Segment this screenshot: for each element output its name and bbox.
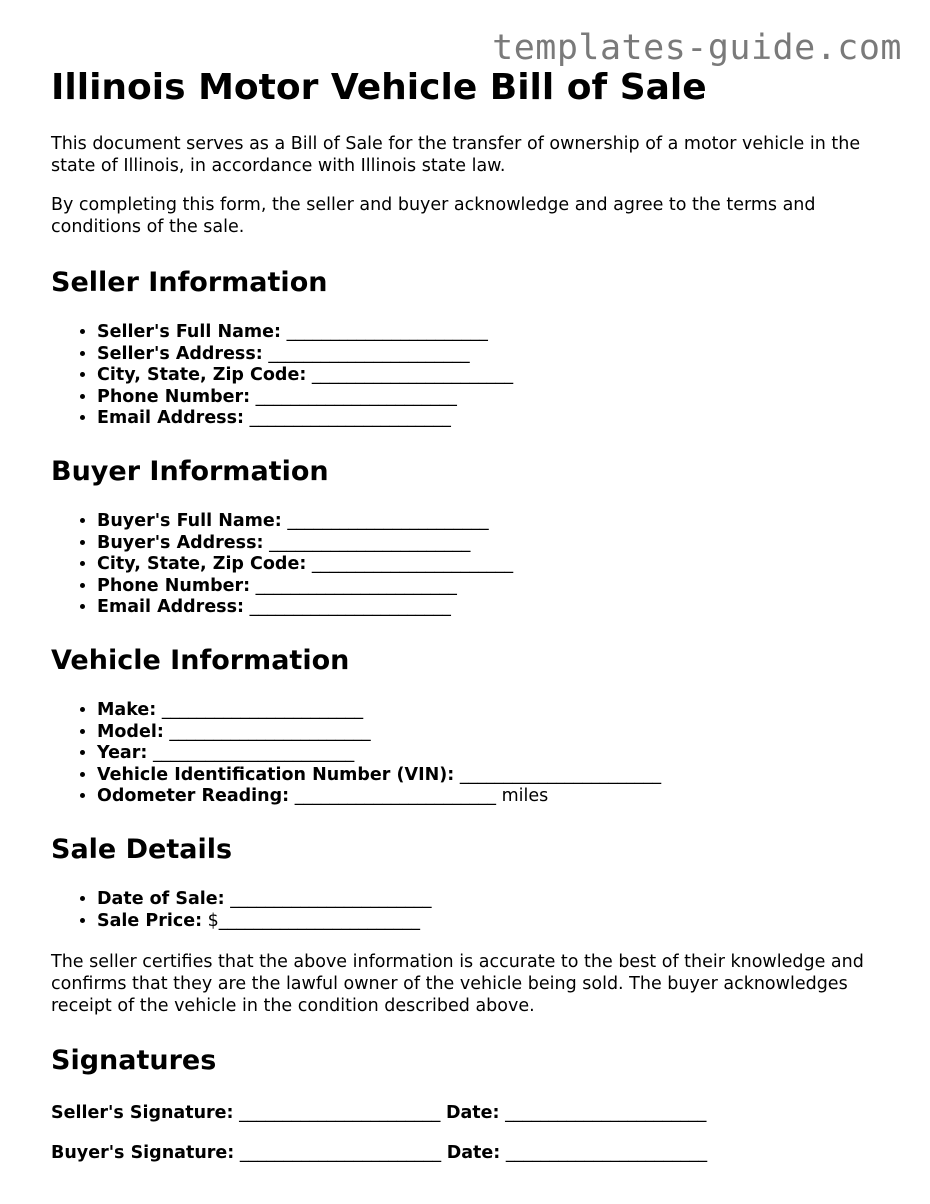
vehicle-model-field (97, 722, 881, 744)
field-label: Email Address: (97, 408, 245, 429)
buyer-date-label: Date: (446, 1143, 501, 1164)
seller-city-state-zip-field (97, 365, 881, 387)
blank-line[interactable]: _______________________ (459, 764, 662, 785)
blank-line[interactable]: _______________________ (255, 386, 457, 407)
buyer-signature-line[interactable]: _______________________ (239, 1143, 442, 1164)
field-label: Seller's Address: (97, 343, 263, 364)
field-label: Vehicle Identification Number (VIN): (97, 764, 455, 785)
blank-line[interactable]: _______________________ (255, 575, 457, 596)
field-label: Model: (97, 721, 164, 742)
seller-full-name-field (97, 322, 881, 344)
sale-section-heading: Sale Details (51, 833, 233, 865)
field-label: Sale Price: (97, 910, 203, 931)
field-label: Phone Number: (97, 575, 251, 596)
watermark-text: templates-guide.com (492, 28, 902, 68)
field-label: Buyer's Address: (97, 532, 264, 553)
seller-field-list (51, 322, 881, 430)
blank-line[interactable]: _______________________ (249, 597, 451, 618)
blank-line[interactable]: _______________________ (161, 699, 364, 720)
blank-line[interactable]: _______________________ (287, 510, 489, 531)
buyer-field-list (51, 511, 881, 619)
buyer-section-heading: Buyer Information (51, 455, 329, 487)
buyer-signature-label: Buyer's Signature: (51, 1143, 235, 1164)
buyer-phone-field (97, 576, 881, 598)
certification-paragraph: The seller certifies that the above information is accurate to the best of their knowledge and confirms that they are the lawful owner of the vehicle being sold. The buyer acknowledges receipt of the vehicle in the condition described above. (51, 952, 864, 1017)
seller-address-field (97, 344, 881, 366)
vehicle-vin-field (97, 765, 881, 787)
vehicle-section-heading: Vehicle Information (51, 644, 350, 676)
buyer-address-field (97, 533, 881, 555)
seller-email-field (97, 408, 881, 430)
buyer-full-name-field (97, 511, 881, 533)
agreement-paragraph: By completing this form, the seller and buyer acknowledge and agree to the terms and conditions of the sale. (51, 195, 816, 237)
blank-line[interactable]: _______________________ (311, 365, 514, 386)
field-label: Email Address: (97, 597, 245, 618)
document-page (51, 64, 881, 1164)
currency-symbol: $ (207, 910, 219, 931)
field-label: Make: (97, 699, 157, 720)
field-label: City, State, Zip Code: (97, 554, 307, 575)
field-label: Seller's Full Name: (97, 322, 282, 342)
buyer-city-state-zip-field (97, 554, 881, 576)
signatures-section-heading: Signatures (51, 1045, 217, 1077)
blank-line[interactable]: _______________________ (268, 343, 470, 364)
blank-line[interactable]: _______________________ (311, 554, 514, 575)
odometer-unit: miles (501, 786, 549, 807)
document-title: Illinois Motor Vehicle Bill of Sale (51, 67, 707, 108)
blank-line[interactable]: _______________________ (249, 408, 451, 429)
blank-line[interactable]: _______________________ (286, 322, 488, 342)
seller-section-heading: Seller Information (51, 267, 328, 298)
vehicle-odometer-field (97, 786, 881, 808)
blank-line[interactable]: _______________________ (152, 743, 355, 764)
field-label: Buyer's Full Name: (97, 510, 282, 531)
seller-signature-row (51, 1102, 881, 1124)
buyer-date-line[interactable]: _______________________ (505, 1143, 708, 1164)
sale-price-field (97, 911, 881, 933)
buyer-signature-row (51, 1142, 881, 1164)
blank-line[interactable]: _______________________ (230, 888, 432, 909)
blank-line[interactable]: _______________________ (169, 721, 371, 742)
sale-field-list (51, 889, 881, 932)
blank-line[interactable]: _______________________ (294, 786, 496, 807)
field-label: Year: (97, 743, 148, 764)
sale-date-field (97, 889, 881, 911)
seller-phone-field (97, 387, 881, 409)
intro-paragraph: This document serves as a Bill of Sale for the transfer of ownership of a motor vehicle in the state of Illinois, in accordance with Illinois state law. (51, 134, 861, 176)
vehicle-make-field (97, 700, 881, 722)
blank-line[interactable]: _______________________ (218, 910, 421, 931)
blank-line[interactable]: _______________________ (269, 532, 471, 553)
buyer-email-field (97, 597, 881, 619)
vehicle-year-field (97, 743, 881, 765)
seller-signature-line[interactable]: _______________________ (239, 1103, 441, 1124)
seller-date-line[interactable]: _______________________ (505, 1103, 707, 1124)
vehicle-field-list (51, 700, 881, 808)
field-label: Date of Sale: (97, 888, 225, 909)
field-label: City, State, Zip Code: (97, 365, 307, 386)
seller-signature-label: Seller's Signature: (51, 1103, 234, 1124)
field-label: Odometer Reading: (97, 786, 290, 807)
seller-date-label: Date: (445, 1103, 500, 1124)
field-label: Phone Number: (97, 386, 251, 407)
